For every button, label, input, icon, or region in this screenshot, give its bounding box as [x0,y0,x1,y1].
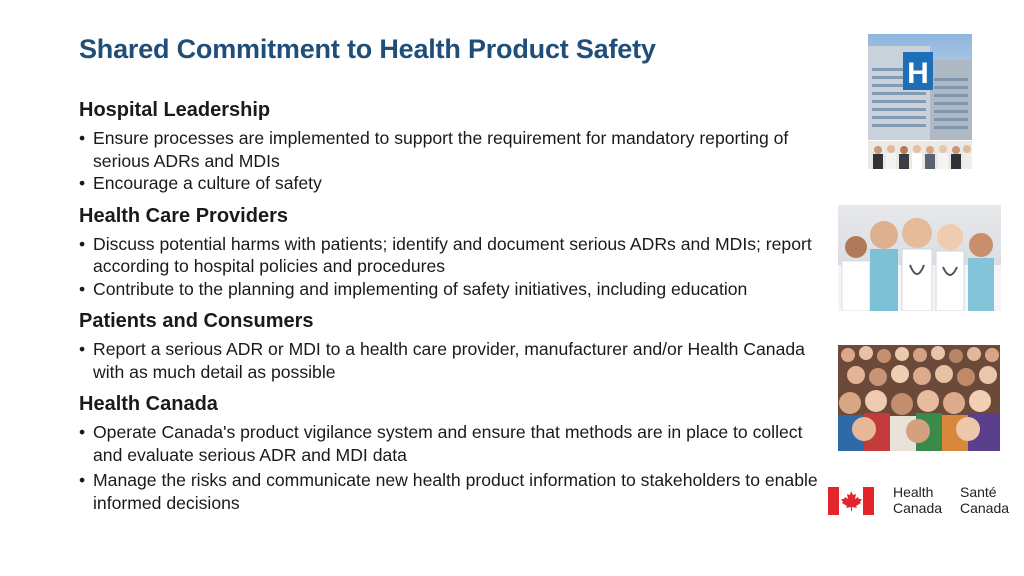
logo-en-line2: Canada [893,500,943,516]
section-heading: Patients and Consumers [79,310,314,332]
crowd-graphic [838,345,1000,451]
bullet-list [79,127,819,195]
content-area [79,98,819,523]
bullet-item: • Operate Canada's product vigilance system and ensure that methods are in place to collect and evaluate serious ADR and MDI data [79,421,819,466]
bullet-list [79,421,819,514]
bullet-list [79,233,819,301]
logo-text-french [960,484,1009,516]
section-heading: Hospital Leadership [79,99,271,121]
bullet-item: • Manage the risks and communicate new health product information to stakeholders to enable informed decisions [79,469,819,514]
logo-en-line1: Health [893,484,934,500]
section-health-canada [79,392,819,514]
section-hospital-leadership [79,98,819,195]
health-care-providers-image [838,205,1001,311]
health-canada-logo [828,484,1012,520]
logo-text-english [893,484,942,516]
canada-flag-icon [828,487,874,515]
bullet-item: • Report a serious ADR or MDI to a health care provider, manufacturer and/or Health Canada with as much detail as possible [79,338,819,383]
bullet-item: • Discuss potential harms with patients; identify and document serious ADRs and MDIs; report according to hospital policies and procedures [79,233,819,278]
bullet-list [79,338,819,383]
hospital-staff-image [868,141,972,169]
section-heading: Health Canada [79,393,218,415]
bullet-item: • Ensure processes are implemented to support the requirement for mandatory reporting of serious ADRs and MDIs [79,127,819,172]
bullet-item: • Contribute to the planning and implementing of safety initiatives, including education [79,278,819,301]
logo-fr-line2: Canada [960,500,1010,516]
patients-crowd-image [838,345,1000,451]
section-heading: Health Care Providers [79,204,288,227]
page-title: Shared Commitment to Health Product Safety [79,34,656,64]
hospital-building-image [868,34,972,140]
logo-fr-line1: Santé [960,484,997,500]
section-patients-and-consumers [79,309,819,383]
providers-graphic [838,205,1001,311]
section-health-care-providers [79,204,819,301]
staff-group-graphic [868,141,972,169]
hospital-building-graphic [868,34,972,140]
bullet-item: • Encourage a culture of safety [79,172,819,195]
hospital-sign-letter: H [907,57,929,90]
